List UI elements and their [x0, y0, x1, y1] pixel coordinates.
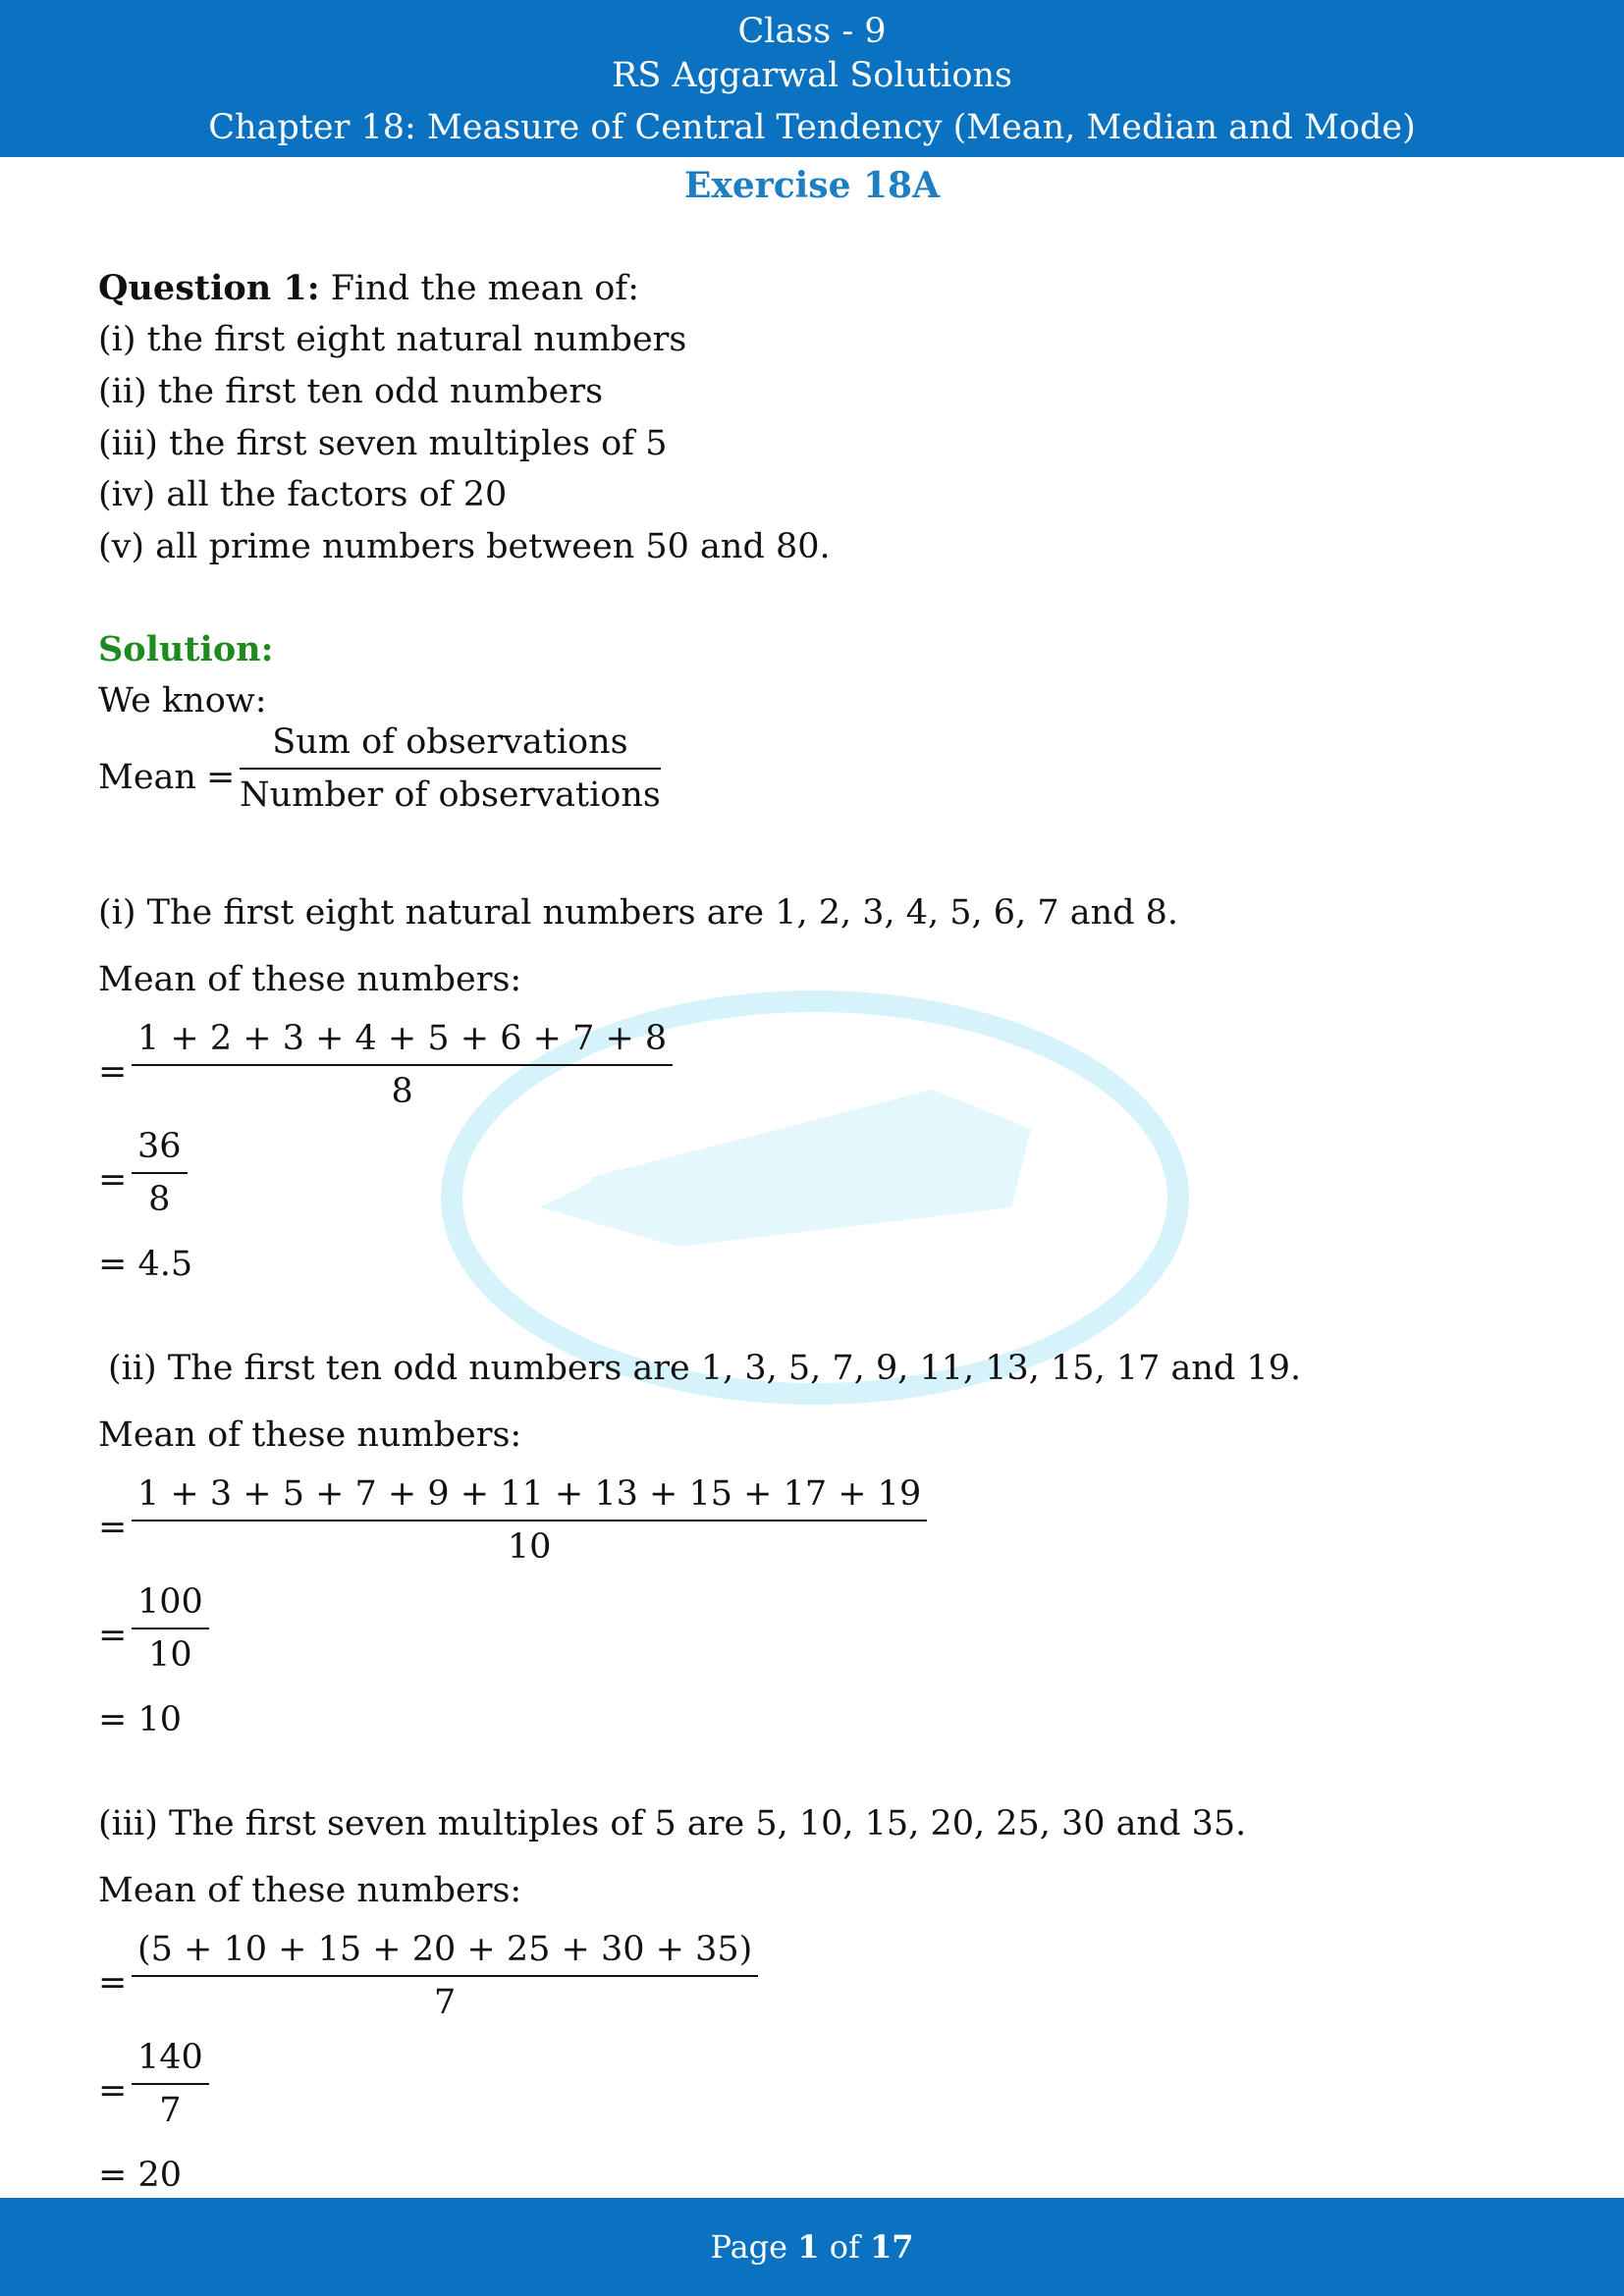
equals-sign: = — [98, 2071, 128, 2110]
formula-denominator: Number of observations — [240, 775, 661, 815]
solution-label: Solution: — [98, 629, 274, 669]
equals-sign: = — [98, 1616, 128, 1655]
part-i-total-fraction — [132, 1127, 188, 1219]
mean-of-text: Mean of these numbers: — [98, 1415, 522, 1455]
part-i-result: = 4.5 — [98, 1245, 193, 1284]
page-of-label: of — [829, 2228, 860, 2266]
equals-sign: = — [98, 1052, 128, 1092]
part-ii-result: = 10 — [98, 1700, 182, 1739]
equals-sign: = — [98, 1508, 128, 1547]
exercise-title: Exercise 18A — [683, 165, 941, 206]
part-ii-sum-fraction — [132, 1474, 927, 1567]
part-ii-sum-denominator: 10 — [507, 1527, 552, 1567]
current-page-number: 1 — [797, 2228, 820, 2266]
part-iii-total-numerator: 140 — [132, 2038, 209, 2085]
equals-sign: = — [98, 1160, 128, 1200]
part-iii-sum-fraction — [132, 1930, 758, 2022]
part-ii-sum-numerator: 1 + 3 + 5 + 7 + 9 + 11 + 13 + 15 + 17 + 19 — [132, 1474, 927, 1522]
question-part: (ii) the first ten odd numbers — [98, 372, 604, 411]
part-iii-sum-denominator: 7 — [433, 1983, 457, 2022]
part-iii-statement: (iii) The first seven multiples of 5 are 5, 10, 15, 20, 25, 30 and 35. — [98, 1804, 1247, 1843]
page-label: Page — [710, 2228, 788, 2266]
part-ii-total-numerator: 100 — [132, 1582, 209, 1629]
total-pages-number: 17 — [869, 2228, 914, 2266]
page-footer — [0, 2198, 1624, 2296]
mean-label: Mean — [98, 758, 196, 797]
part-i-statement: (i) The first eight natural numbers are 1, 2, 3, 4, 5, 6, 7 and 8. — [98, 893, 1179, 933]
chapter-title: Chapter 18: Measure of Central Tendency (Mean, Median and Mode) — [208, 108, 1416, 147]
question-part: (iii) the first seven multiples of 5 — [98, 424, 668, 463]
question-part: (v) all prime numbers between 50 and 80. — [98, 527, 831, 566]
part-iii-result: = 20 — [98, 2156, 182, 2195]
mean-formula — [240, 722, 661, 815]
equals-sign: = — [206, 758, 236, 797]
part-iii-sum-numerator: (5 + 10 + 15 + 20 + 25 + 30 + 35) — [132, 1930, 758, 1977]
part-ii-total-denominator: 10 — [148, 1635, 192, 1675]
part-i-sum-numerator: 1 + 2 + 3 + 4 + 5 + 6 + 7 + 8 — [132, 1019, 673, 1066]
part-i-total-numerator: 36 — [132, 1127, 188, 1174]
page-header — [0, 0, 1624, 157]
part-ii-total-fraction — [132, 1582, 209, 1675]
part-i-sum-denominator: 8 — [391, 1072, 413, 1111]
part-iii-total-denominator: 7 — [159, 2091, 182, 2130]
formula-numerator: Sum of observations — [240, 722, 661, 770]
question-part: (iv) all the factors of 20 — [98, 475, 508, 514]
equals-sign: = — [98, 1963, 128, 2002]
we-know-text: We know: — [98, 681, 267, 721]
part-iii-total-fraction — [132, 2038, 209, 2130]
part-i-total-denominator: 8 — [148, 1180, 171, 1219]
question-text: Find the mean of: — [330, 269, 640, 308]
book-title: RS Aggarwal Solutions — [612, 56, 1012, 95]
part-i-sum-fraction — [132, 1019, 673, 1111]
class-label: Class - 9 — [737, 12, 887, 51]
question-part: (i) the first eight natural numbers — [98, 320, 687, 359]
question-label: Question 1: — [98, 268, 320, 308]
mean-of-text: Mean of these numbers: — [98, 1871, 522, 1910]
question-line — [98, 267, 639, 310]
part-ii-statement: (ii) The first ten odd numbers are 1, 3, 5, 7, 9, 11, 13, 15, 17 and 19. — [108, 1349, 1302, 1388]
mean-of-text: Mean of these numbers: — [98, 960, 522, 999]
